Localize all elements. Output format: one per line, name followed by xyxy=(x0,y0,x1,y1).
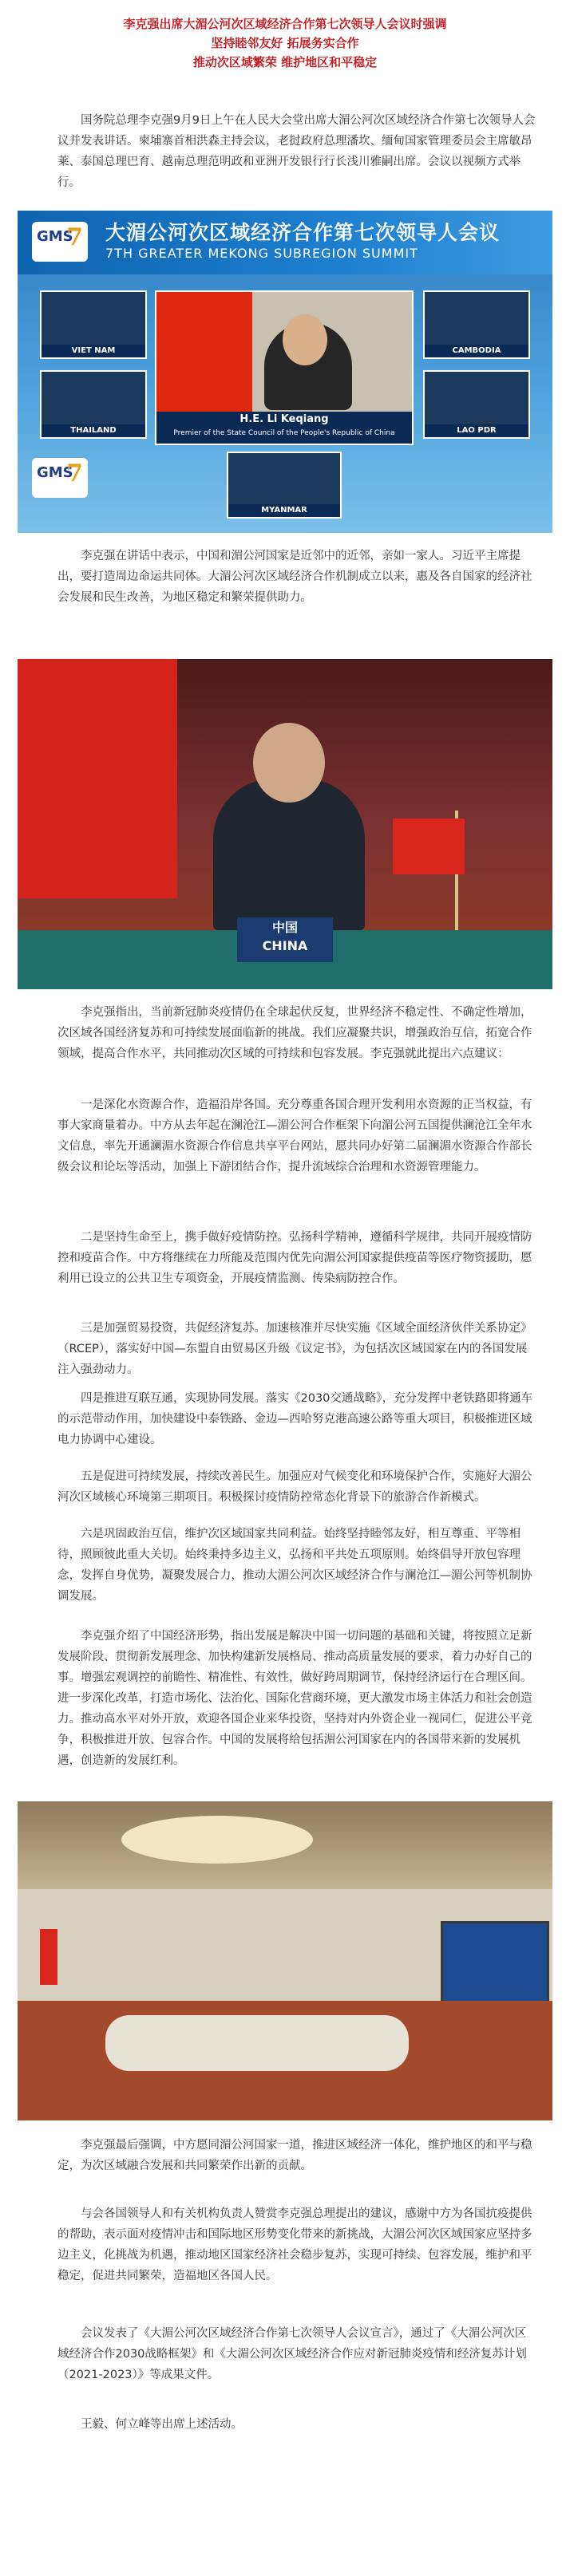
china-flag-icon xyxy=(156,292,252,412)
speaker-name: H.E. Li Keqiang xyxy=(239,413,329,425)
paragraph-13: 会议发表了《大湄公河次区域经济合作第七次领导人会议宣言》，通过了《大湄公河次区域经济合作2030战略框架》和《大湄公河次区域经济合作应对新冠肺炎疫情和经济复苏计划（2021-2023）》等成果文件。 xyxy=(57,2327,527,2381)
video-tile-cambodia xyxy=(423,290,530,359)
paragraph-12: 与会各国领导人和有关机构负责人赞赏李克强总理提出的建议，感谢中方为各国抗疫提供的帮助，表示面对疫情冲击和国际地区形势变化带来的新挑战，大湄公河次区域国家应坚持多边主义，化挑战为机遇，推动地区国家经济社会稳步复苏，实现可持续、包容发展，维护和平稳定，促进共同繁荣，造福地区各国人民。 xyxy=(57,2207,532,2282)
video-tile-myanmar xyxy=(227,452,342,519)
gms-summit-logo xyxy=(32,222,88,262)
paragraph-2: 李克强在讲话中表示，中国和湄公河国家是近邻中的近邻，亲如一家人。习近平主席提出，要打造周边命运共同体。大湄公河次区域经济合作机制成立以来，惠及各自国家的经济社会发展和民生改善，为地区稳定和繁荣提供助力。 xyxy=(57,550,532,604)
paragraph-9: 六是巩固政治互信，维护次区域国家共同利益。始终坚持睦邻友好，相互尊重、平等相待，照顾彼此重大关切。始终秉持多边主义，弘扬和平共处五项原则。始终倡导开放包容理念，发挥自身优势，凝聚发展合力，推动大湄公河次区域经济合作与澜沧江—湄公河等机制协调发展。 xyxy=(57,1528,532,1603)
tile-label-cambodia: CAMBODIA xyxy=(425,345,528,357)
premier-speaking-photo xyxy=(18,659,552,989)
video-tile-china xyxy=(155,290,414,445)
speaker-title: Premier of the State Council of the People's Republic of China xyxy=(173,429,395,437)
headline-line-2: 坚持睦邻友好 拓展务实合作 xyxy=(211,36,359,50)
paragraph-10: 李克强介绍了中国经济形势，指出发展是解决中国一切问题的基础和关键，将按照立足新发展阶段、贯彻新发展理念、加快构建新发展格局、推动高质量发展的要求，着力办好自己的事。增强宏观调控的前瞻性、精准性、有效性，做好跨周期调节，保持经济运行在合理区间。进一步深化改革，打造市场化、法治化、国际化营商环境，更大激发市场主体活力和社会创造力。推动高水平对外开放，欢迎各国企业来华投资，坚持对内外资企业一视同仁，促进公平竞争，积极推进开放、包容合作。中国的发展将给包括湄公河国家在内的各国带来新的发展机遇，创造新的发展红利。 xyxy=(57,1630,532,1767)
logo-text: GMS xyxy=(37,228,73,245)
speaker-head xyxy=(253,723,325,803)
paragraph-1: 国务院总理李克强9月9日上午在人民大会堂出席大湄公河次区域经济合作第七次领导人会议并发表讲话。柬埔寨首相洪森主持会议，老挝政府总理潘坎、缅甸国家管理委员会主席敏昂莱、泰国总理巴育、越南总理范明政和亚洲开发银行行长浅川雅嗣出席。会议以视频方式举行。 xyxy=(57,114,536,189)
paragraph-3: 李克强指出，当前新冠肺炎疫情仍在全球起伏反复，世界经济不稳定性、不确定性增加，次区域各国经济复苏和可持续发展面临新的挑战。我们应凝聚共识，增强政治互信，拓宽合作领域，提高合作水平，共同推动次区域的可持续和包容发展。李克强就此提出六点建议： xyxy=(57,1006,532,1060)
china-flag-large-icon xyxy=(18,659,177,898)
speaker-caption xyxy=(156,412,412,444)
logo-bottom-number: 7 xyxy=(66,460,83,487)
name-plate-en: CHINA xyxy=(262,938,308,953)
headline-line-3: 推动次区域繁荣 维护地区和平稳定 xyxy=(192,55,378,69)
tile-label-viet-nam: VIET NAM xyxy=(42,345,145,357)
conference-table xyxy=(105,2015,409,2071)
tile-label-thailand: THAILAND xyxy=(42,424,145,437)
paragraph-5: 二是坚持生命至上，携手做好疫情防控。弘扬科学精神，遵循科学规律，共同开展疫情防控和疫苗合作。中方将继续在力所能及范围内优先向湄公河国家提供疫苗等医疗物资援助，愿利用已设立的公共卫生专项资金，开展疫情监测、传染病防控合作。 xyxy=(57,1231,532,1285)
paragraph-4: 一是深化水资源合作，造福沿岸各国。充分尊重各国合理开发利用水资源的正当权益，有事大家商量着办。中方从去年起在澜沧江—湄公河合作框架下向湄公河五国提供澜沧江全年水文信息，率先开通澜湄水资源合作信息共享平台网站，愿共同办好第二届澜湄水资源合作部长级会议和论坛等活动，加强上下游团结合作，提升流域综合治理和水资源管理能力。 xyxy=(57,1099,532,1174)
logo-bottom-text: GMS xyxy=(37,464,73,481)
gms-summit-logo-bottom xyxy=(32,458,88,498)
paragraph-7: 四是推进互联互通，实现协同发展。落实《2030交通战略》，充分发挥中老铁路即将通车的示范带动作用，加快建设中泰铁路、金边—西哈努克港高速公路等重大项目，积极推进区域电力协调中心建设。 xyxy=(57,1392,533,1446)
banner-title-cn: 大湄公河次区域经济合作第七次领导人会议 xyxy=(105,221,501,244)
logo-number: 7 xyxy=(66,223,83,251)
china-flag-hall-icon xyxy=(40,1929,57,1985)
paragraph-8: 五是促进可持续发展，持续改善民生。加强应对气候变化和环境保护合作，实施好大湄公河次区域核心环境第三期项目。积极探讨疫情防控常态化背景下的旅游合作新模式。 xyxy=(57,1470,532,1504)
banner-title-en: 7TH GREATER MEKONG SUBREGION SUMMIT xyxy=(105,246,418,261)
name-plate xyxy=(237,917,333,962)
headline-line-1: 李克强出席大湄公河次区域经济合作第七次领导人会议时强调 xyxy=(123,17,447,31)
china-flag-small-icon xyxy=(393,819,465,874)
tile-label-myanmar: MYANMAR xyxy=(228,504,340,517)
summit-video-conference-image xyxy=(18,211,552,533)
video-tile-thailand xyxy=(40,370,147,439)
video-tile-viet-nam xyxy=(40,290,147,359)
paragraph-11: 李克强最后强调，中方愿同湄公河国家一道，推进区域经济一体化，维护地区的和平与稳定，为次区域融合发展和共同繁荣作出新的贡献。 xyxy=(57,2139,532,2172)
paragraph-6: 三是加强贸易投资，共促经济复苏。加速核准并尽快实施《区域全面经济伙伴关系协定》（RCEP），落实好中国—东盟自由贸易区升级《议定书》，为包括次区域国家在内的各国发展注入强劲动力。 xyxy=(57,1322,532,1376)
conference-hall-photo xyxy=(18,1801,552,2120)
speaker-face xyxy=(283,314,327,365)
video-tile-lao-pdr xyxy=(423,370,530,439)
tile-label-lao-pdr: LAO PDR xyxy=(425,424,528,437)
paragraph-14: 王毅、何立峰等出席上述活动。 xyxy=(81,2418,243,2431)
name-plate-cn: 中国 xyxy=(271,920,298,935)
chandelier xyxy=(121,1816,313,1864)
